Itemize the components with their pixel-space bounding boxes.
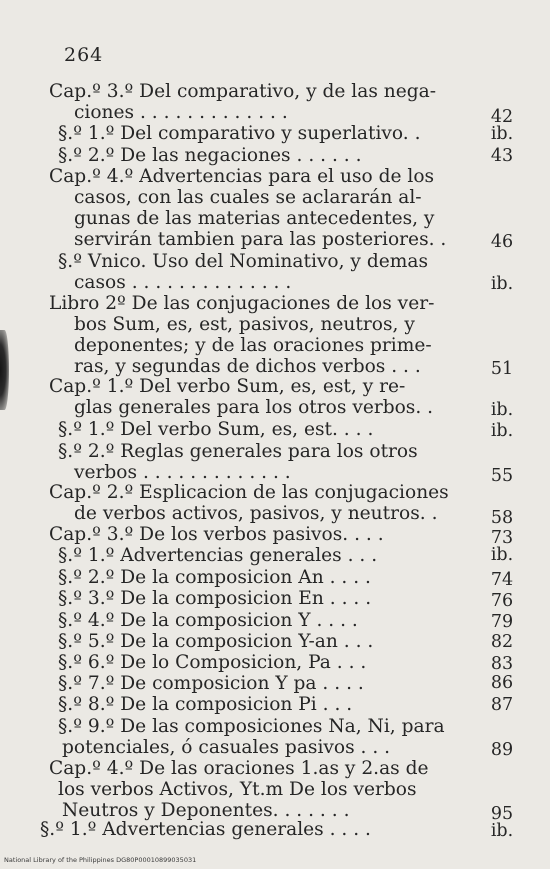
toc-page-ref: 73 xyxy=(490,528,514,548)
toc-page-ref: 51 xyxy=(490,359,514,379)
toc-entry-text: §.º 6.º De lo Composicion, Pa . . . xyxy=(58,652,367,673)
toc-entry-text: §.º 8.º De la composicion Pi . . . xyxy=(58,694,353,715)
toc-page-ref: 43 xyxy=(490,146,514,166)
toc-entry-text: Libro 2º De las conjugaciones de los ver- xyxy=(49,293,435,314)
toc-entry-text: bos Sum, es, est, pasivos, neutros, y xyxy=(74,314,415,335)
toc-entry-text: deponentes; y de las oraciones prime- xyxy=(74,335,432,356)
toc-entry-text: Neutros y Deponentes. . . . . . . xyxy=(62,800,350,821)
toc-page-ref: ib. xyxy=(490,274,514,294)
page-number: 264 xyxy=(64,44,104,66)
toc-entry-text: los verbos Activos, Yt.m De los verbos xyxy=(58,779,417,800)
toc-entry-text: potenciales, ó casuales pasivos . . . xyxy=(62,737,391,758)
toc-page-ref: 58 xyxy=(490,508,514,528)
toc-entry-text: Cap.º 4.º De las oraciones 1.as y 2.as de xyxy=(49,758,429,779)
toc-entry-text: §.º 3.º De la composicion En . . . . xyxy=(58,588,372,609)
toc-entry-text: §.º 7.º De composicion Y pa . . . . xyxy=(58,673,364,694)
toc-entry-text: casos, con las cuales se aclararán al- xyxy=(74,187,422,208)
toc-page-ref: 87 xyxy=(490,695,514,715)
toc-page-ref: ib. xyxy=(490,545,514,565)
binding-edge-shadow xyxy=(0,330,9,410)
toc-entry-text: §.º 1.º Advertencias generales . . . xyxy=(58,545,378,566)
toc-entry-text: Cap.º 1.º Del verbo Sum, es, est, y re- xyxy=(49,376,406,397)
toc-entry-text: de verbos activos, pasivos, y neutros. . xyxy=(74,503,438,524)
toc-entry-text: §.º 5.º De la composicion Y-an . . . xyxy=(58,631,374,652)
toc-page-ref: ib. xyxy=(490,124,514,144)
toc-entry-text: §.º 2.º De las negaciones . . . . . . xyxy=(58,145,362,166)
toc-page-ref: 55 xyxy=(490,466,514,486)
toc-entry-text: Cap.º 2.º Esplicacion de las conjugaciones xyxy=(49,482,449,503)
toc-page-ref: 46 xyxy=(490,232,514,252)
toc-entry-text: §.º 9.º De las composiciones Na, Ni, para xyxy=(58,716,445,737)
toc-page-ref: 42 xyxy=(490,107,514,127)
toc-page-ref: 89 xyxy=(490,740,514,760)
toc-entry-text: §.º 1.º Del verbo Sum, es, est. . . . xyxy=(58,419,374,440)
toc-page-ref: ib. xyxy=(490,821,514,841)
toc-page-ref: 82 xyxy=(490,632,514,652)
scan-credit-footer: National Library of the Philippines DG80P00010899035031 xyxy=(4,856,197,864)
toc-page-ref: ib. xyxy=(490,421,514,441)
toc-entry-text: §.º Vnico. Uso del Nominativo, y demas xyxy=(58,251,429,272)
toc-page-ref: 95 xyxy=(490,804,514,824)
toc-page-ref: 86 xyxy=(490,673,514,693)
toc-entry-text: servirán tambien para las posteriores. . xyxy=(74,229,447,250)
toc-page-ref: 74 xyxy=(490,570,514,590)
toc-entry-text: casos . . . . . . . . . . . . . . xyxy=(74,272,292,293)
toc-entry-text: §.º 2.º Reglas generales para los otros xyxy=(58,441,418,462)
toc-entry-text: gunas de las materias antecedentes, y xyxy=(74,208,435,229)
toc-entry-text: §.º 1.º Advertencias generales . . . . xyxy=(40,819,371,840)
toc-page-ref: 79 xyxy=(490,612,514,632)
toc-entry-text: ras, y segundas de dichos verbos . . . xyxy=(74,356,421,377)
toc-entry-text: Cap.º 3.º De los verbos pasivos. . . . xyxy=(49,524,384,545)
toc-entry-text: §.º 1.º Del comparativo y superlativo. . xyxy=(58,123,421,144)
toc-entry-text: Cap.º 3.º Del comparativo, y de las nega- xyxy=(49,81,437,102)
toc-entry-text: §.º 4.º De la composicion Y . . . . xyxy=(58,610,358,631)
toc-entry-text: Cap.º 4.º Advertencias para el uso de los xyxy=(49,166,435,187)
toc-page-ref: ib. xyxy=(490,400,514,420)
toc-entry-text: ciones . . . . . . . . . . . . . xyxy=(74,102,288,123)
toc-entry-text: §.º 2.º De la composicion An . . . . xyxy=(58,567,371,588)
toc-entry-text: verbos . . . . . . . . . . . . . xyxy=(74,462,291,483)
toc-page-ref: 83 xyxy=(490,654,514,674)
toc-entry-text: glas generales para los otros verbos. . xyxy=(74,397,434,418)
toc-page-ref: 76 xyxy=(490,591,514,611)
